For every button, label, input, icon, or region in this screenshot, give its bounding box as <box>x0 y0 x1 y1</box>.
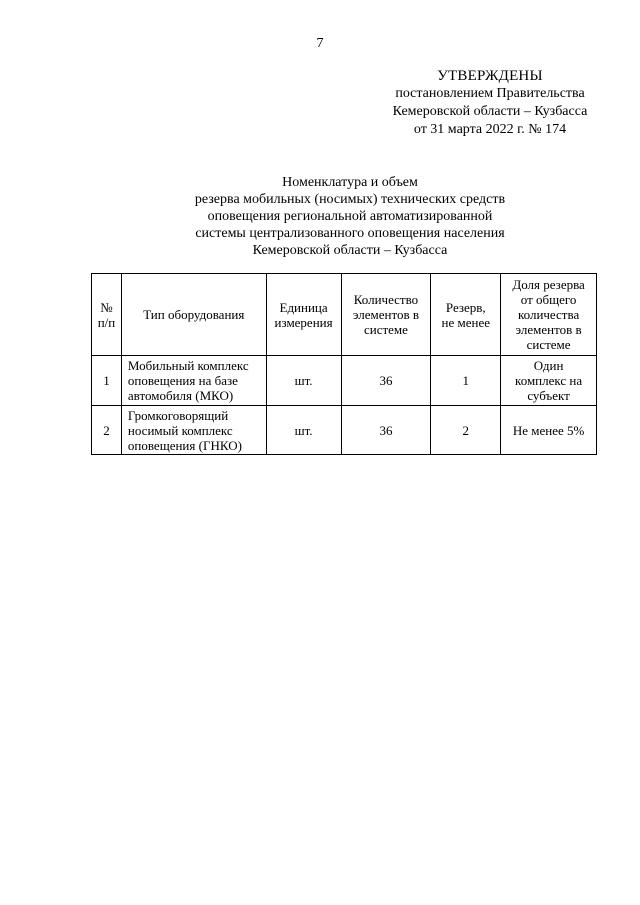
cell-equipment-type: Мобильный комплекс оповещения на базе автомобиля (МКО) <box>121 356 266 406</box>
cell-unit: шт. <box>266 356 341 406</box>
cell-reserve-share: Не менее 5% <box>501 406 597 455</box>
cell-unit: шт. <box>266 406 341 455</box>
approval-line-region: Кемеровской области – Кузбасса <box>392 104 588 119</box>
cell-reserve-share: Один комплекс на субъект <box>501 356 597 406</box>
document-title-line: резерва мобильных (носимых) технических средств <box>194 192 506 207</box>
cell-count: 36 <box>341 406 431 455</box>
table-row <box>92 356 597 406</box>
document-title-line: Номенклатура и объем <box>282 175 418 190</box>
approval-line-date: от 31 марта 2022 г. № 174 <box>413 122 567 137</box>
cell-count: 36 <box>341 356 431 406</box>
header-equipment-type: Тип оборудования <box>121 274 266 356</box>
approval-line-decree: постановлением Правительства <box>395 86 585 101</box>
approval-title: УТВЕРЖДЕНЫ <box>437 68 543 84</box>
cell-equipment-type: Громкоговорящий носимый комплекс оповещения (ГНКО) <box>121 406 266 455</box>
document-title-line: оповещения региональной автоматизированной <box>207 209 493 224</box>
cell-number: 2 <box>92 406 122 455</box>
header-count: Количество элементов в системе <box>341 274 431 356</box>
reserve-table <box>91 273 597 455</box>
header-reserve-share: Доля резерва от общего количества элементов в системе <box>501 274 597 356</box>
table-header-row <box>92 274 597 356</box>
cell-reserve: 2 <box>431 406 501 455</box>
cell-number: 1 <box>92 356 122 406</box>
header-unit: Единица измерения <box>266 274 341 356</box>
page-number: 7 <box>316 36 324 51</box>
header-number: № п/п <box>92 274 122 356</box>
table-row <box>92 406 597 455</box>
document-title-line: Кемеровской области – Кузбасса <box>252 243 448 258</box>
document-title <box>100 174 600 259</box>
document-title-line: системы централизованного оповещения населения <box>195 226 505 241</box>
approval-stamp <box>340 67 640 139</box>
cell-reserve: 1 <box>431 356 501 406</box>
header-reserve: Резерв, не менее <box>431 274 501 356</box>
